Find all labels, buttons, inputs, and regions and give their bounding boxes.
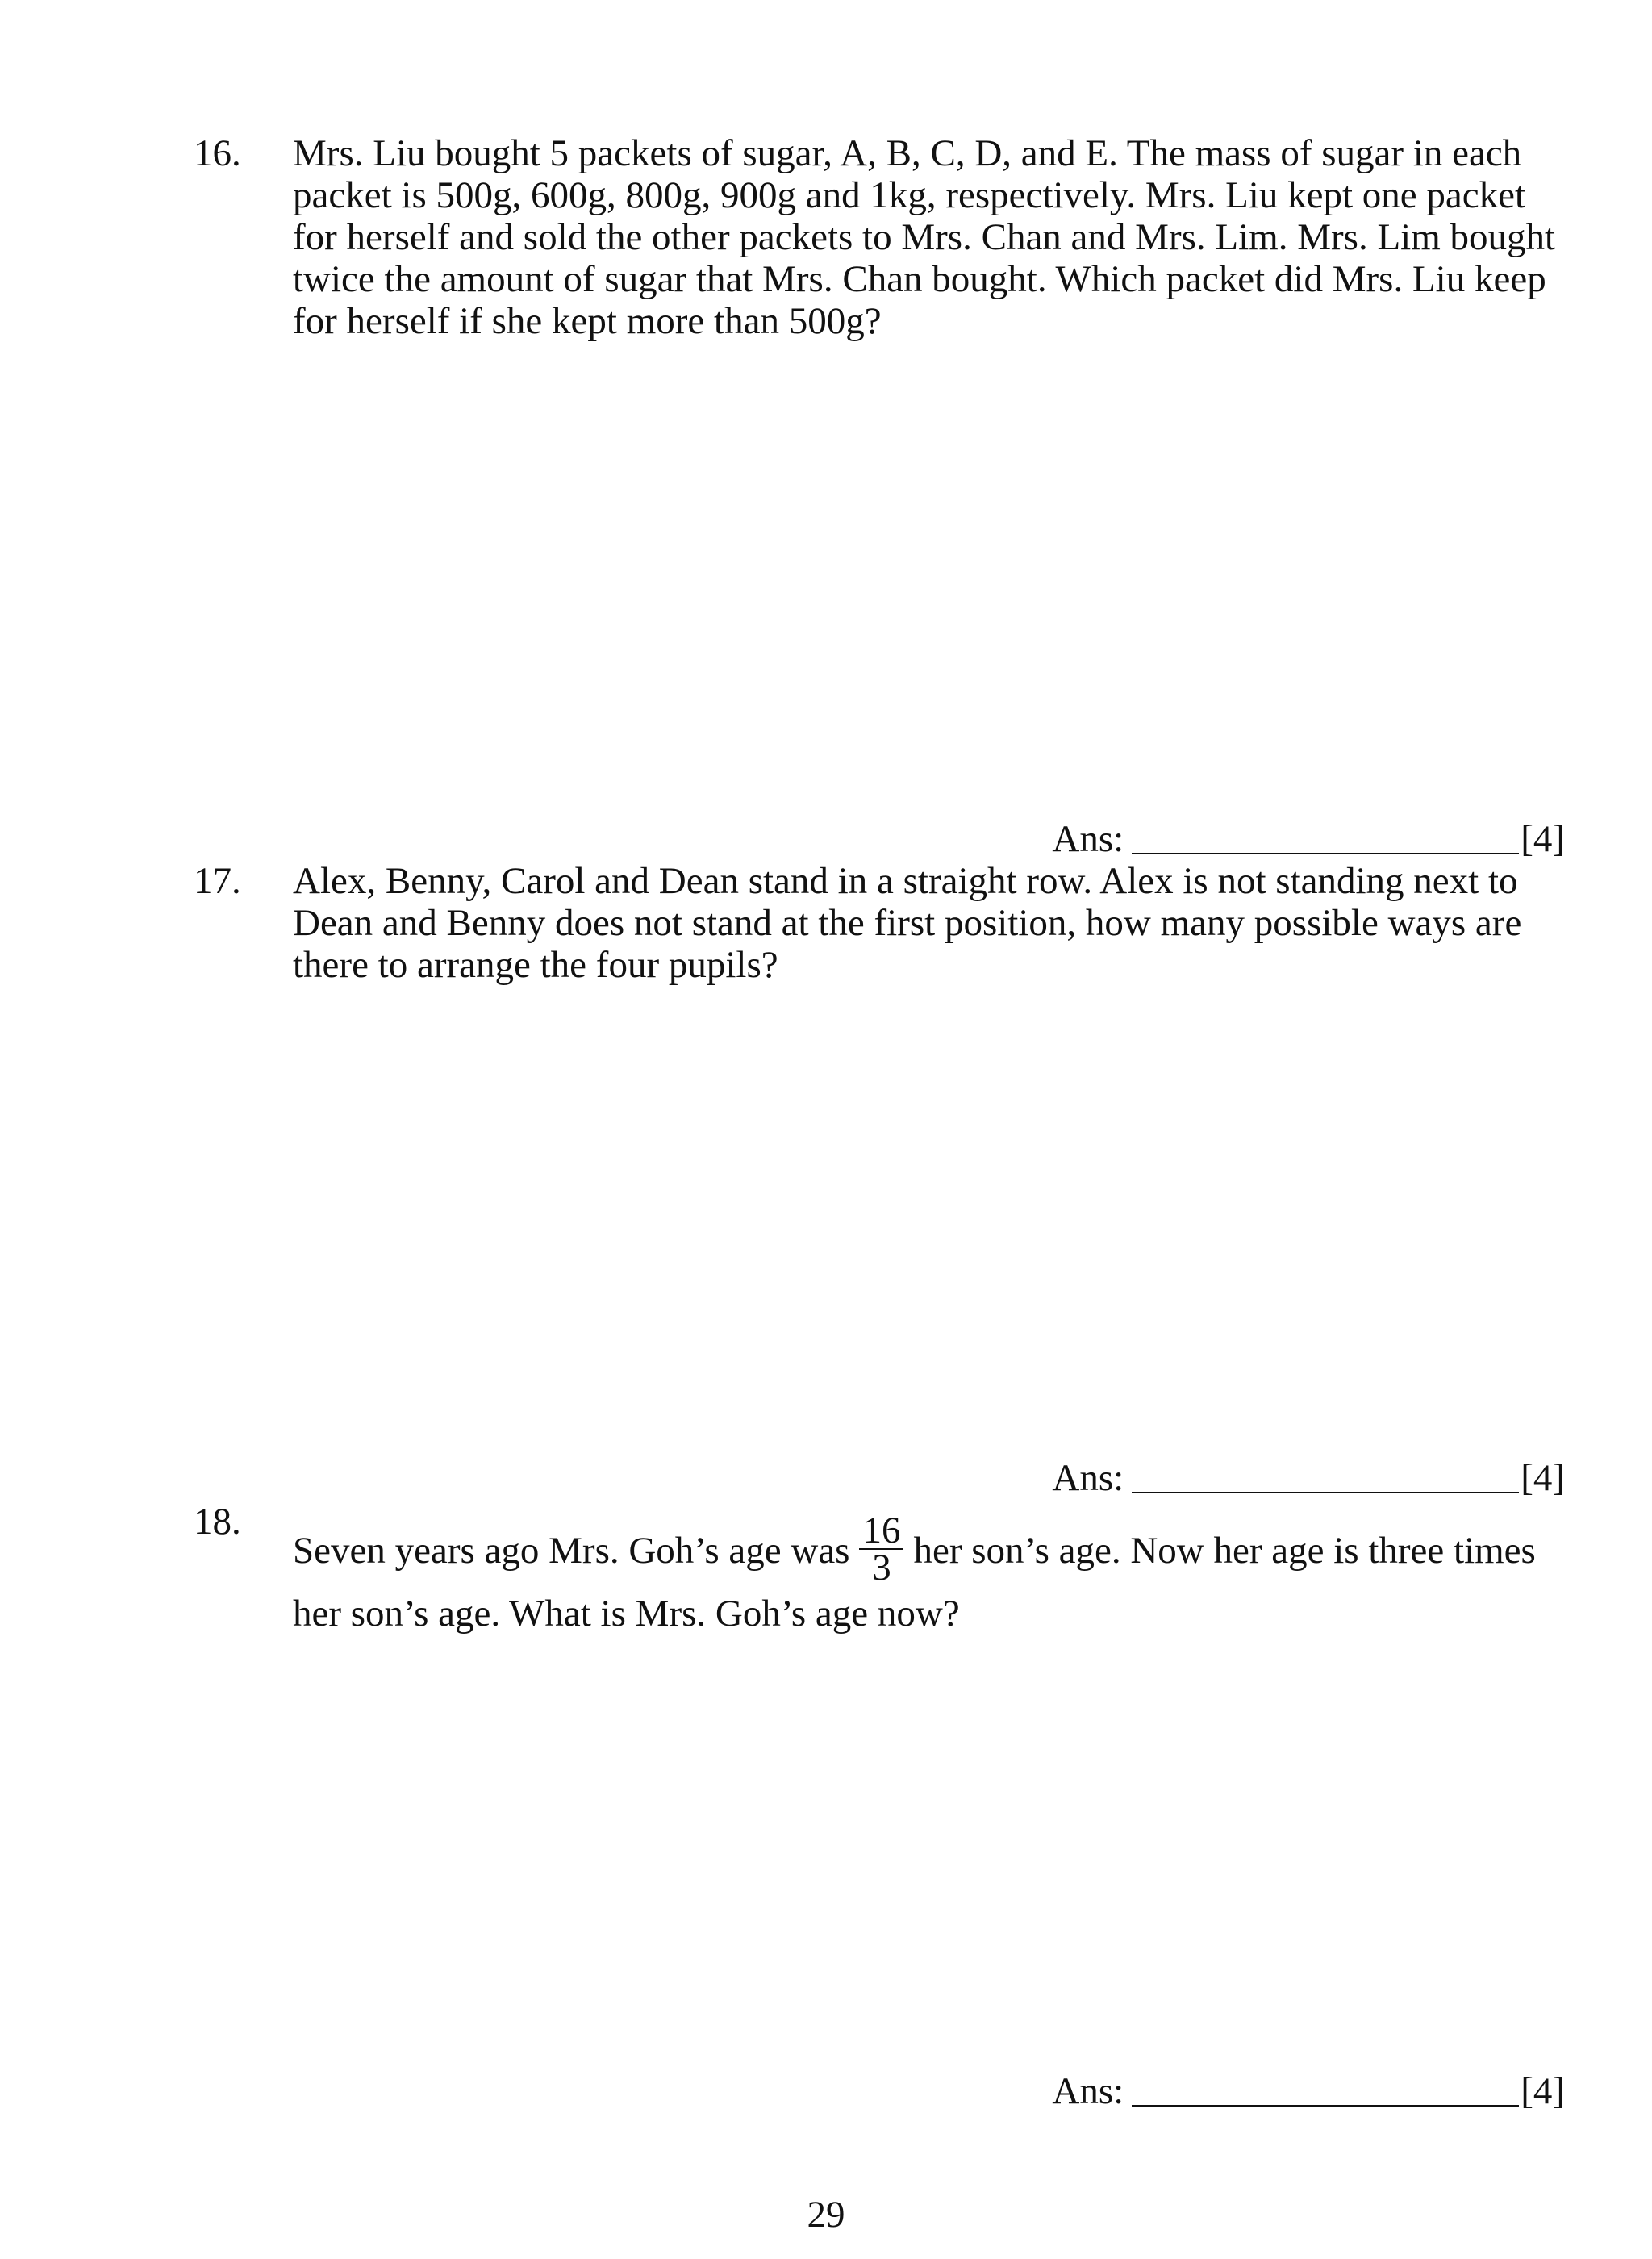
question-18-line-2: her son’s age. What is Mrs. Goh’s age now? <box>293 1593 960 1635</box>
answer-blank-line[interactable] <box>1132 853 1519 854</box>
question-18-number: 18. <box>194 1501 241 1543</box>
question-18-text-before: Seven years ago Mrs. Goh’s age was <box>293 1530 850 1572</box>
question-17-number: 17. <box>194 860 241 902</box>
page-number: 29 <box>807 2194 845 2236</box>
question-16-number: 16. <box>194 132 241 174</box>
fraction <box>859 1509 903 1589</box>
question-16-answer <box>1052 818 1565 860</box>
fraction-numerator: 16 <box>859 1513 903 1550</box>
question-18-line-1 <box>293 1510 1567 1591</box>
question-17-text: Alex, Benny, Carol and Dean stand in a straight row. Alex is not standing next to Dean and Benny does not stand at the first position, how many possible ways are there to arrange the four pupils? <box>293 860 1522 986</box>
marks-label: [4] <box>1521 2070 1565 2112</box>
marks-label: [4] <box>1521 1457 1565 1499</box>
answer-blank-line[interactable] <box>1132 2105 1519 2107</box>
fraction-denominator: 3 <box>872 1547 891 1589</box>
answer-blank-line[interactable] <box>1132 1492 1519 1493</box>
answer-label: Ans: <box>1052 2070 1124 2112</box>
question-17-answer <box>1052 1457 1565 1499</box>
question-18-text <box>293 1510 1567 1635</box>
question-16-text: Mrs. Liu bought 5 packets of sugar, A, B, C, D, and E. The mass of sugar in each packet is 500g, 600g, 800g, 900g and 1kg, respectively. Mrs. Liu kept one packet for herself and sold the other packets to Mrs. Chan and Mrs. Lim. Mrs. Lim bought twice the amount of sugar that Mrs. Chan bought. Which packet did Mrs. Liu keep for herself if she kept more than 500g? <box>293 132 1556 342</box>
question-18-answer <box>1052 2070 1565 2112</box>
answer-label: Ans: <box>1052 1457 1124 1499</box>
answer-label: Ans: <box>1052 818 1124 860</box>
marks-label: [4] <box>1521 818 1565 860</box>
question-18-text-after: her son’s age. Now her age is three times <box>913 1530 1536 1572</box>
